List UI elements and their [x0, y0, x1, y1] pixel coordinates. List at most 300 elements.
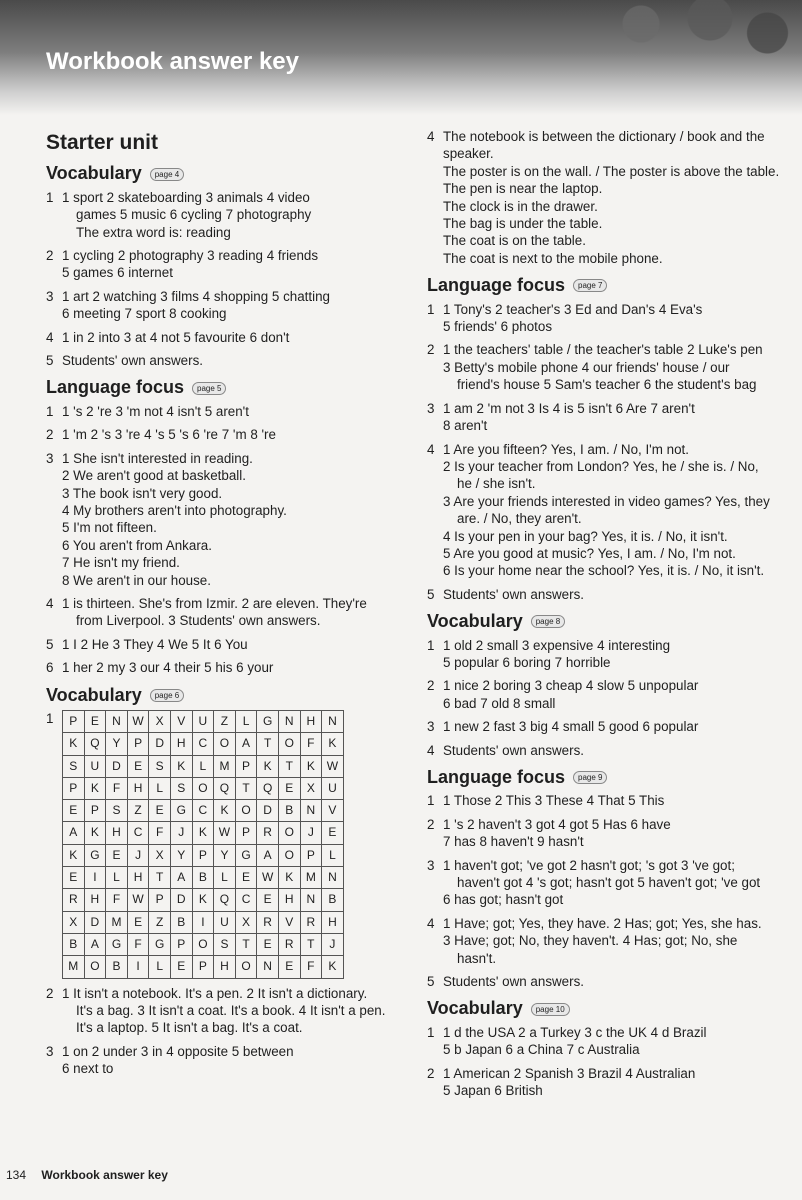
exercise-number: 3 — [46, 1043, 54, 1059]
grid-letter: L — [106, 867, 128, 889]
answer-line: haven't got 4 's got; hasn't got 5 haven't got; 've got — [457, 875, 761, 891]
grid-letter: A — [235, 733, 257, 755]
grid-letter: R — [257, 822, 279, 844]
exercise-number: 2 — [46, 985, 54, 1001]
grid-letter: H — [127, 777, 149, 799]
grid-letter: J — [300, 822, 322, 844]
exercise-3 — [427, 718, 782, 735]
exercise-3 — [46, 288, 391, 323]
grid-letter: W — [214, 822, 236, 844]
grid-row — [63, 867, 344, 889]
exercise-2 — [427, 1065, 782, 1100]
answer-line: 1 'm 2 's 3 're 4 's 5 's 6 're 7 'm 8 're — [62, 427, 276, 443]
exercise-number: 4 — [427, 915, 435, 931]
grid-letter: R — [300, 911, 322, 933]
answer-line: 1 It isn't a notebook. It's a pen. 2 It isn't a dictionary. — [62, 985, 368, 1001]
grid-letter: O — [278, 733, 300, 755]
exercise-1: 1 P E N W X V U Z L G N H N K Q Y P D H C O A T O F K S U D E S K L M P K T K W P K F H L S O Q T Q E X U E P S Z E G C K O D B N V A K H C F J K W P R O J E K G E J X Y P Y G A O P L E I L H T A B L E W K M N R H F W P D K Q C E H N B X D M E Z B I U X R V R H B A G F G P O S T E R T J M O B I L E P H O N E F K — [46, 710, 391, 979]
section-vocabulary-p6 — [46, 684, 391, 1078]
exercise-number: 1 — [427, 301, 435, 317]
grid-letter: M — [214, 755, 236, 777]
grid-letter: C — [192, 800, 214, 822]
grid-letter: N — [300, 889, 322, 911]
grid-letter: E — [63, 867, 85, 889]
grid-letter: W — [322, 755, 344, 777]
exercise-number: 1 — [427, 1024, 435, 1040]
answer-line: 1 on 2 under 3 in 4 opposite 5 between — [62, 1043, 294, 1059]
exercise-number: 5 — [46, 636, 54, 652]
answer-line: speaker. — [443, 146, 494, 162]
answer-line: The pen is near the laptop. — [443, 181, 603, 197]
grid-letter: M — [106, 911, 128, 933]
answer-line: friend's house 5 Sam's teacher 6 the student's bag — [457, 377, 757, 393]
grid-letter: E — [257, 933, 279, 955]
grid-letter: H — [106, 822, 128, 844]
answer-line: 1 new 2 fast 3 big 4 small 5 good 6 popular — [443, 719, 699, 735]
answer-line: 3 Are your friends interested in video games? Yes, they — [443, 493, 770, 509]
grid-letter: O — [278, 822, 300, 844]
answer-line: he / she isn't. — [457, 476, 536, 492]
grid-letter: N — [322, 710, 344, 732]
grid-letter: E — [63, 800, 85, 822]
grid-row — [63, 710, 344, 732]
exercise-number: 3 — [427, 719, 435, 735]
answer-line: The extra word is: reading — [76, 224, 231, 240]
section-heading: Language focus page 7 — [427, 277, 782, 294]
grid-letter: M — [63, 956, 85, 978]
answer-line: 1 art 2 watching 3 films 4 shopping 5 chatting — [62, 288, 330, 304]
answer-line: 5 Japan 6 British — [443, 1083, 543, 1099]
exercise-3 — [427, 400, 782, 435]
grid-letter: R — [63, 889, 85, 911]
answer-line: 3 Betty's mobile phone 4 our friends' house / our — [443, 359, 730, 375]
grid-letter: R — [278, 933, 300, 955]
grid-letter: X — [300, 777, 322, 799]
grid-letter: C — [192, 733, 214, 755]
answer-line: 1 sport 2 skateboarding 3 animals 4 video — [62, 189, 310, 205]
grid-letter: Q — [84, 733, 106, 755]
grid-letter: B — [192, 867, 214, 889]
exercise-1 — [46, 403, 391, 420]
grid-letter: E — [235, 867, 257, 889]
grid-letter: P — [63, 710, 85, 732]
section-heading: Vocabulary page 8 — [427, 613, 782, 630]
exercise-3 — [46, 1043, 391, 1078]
footer-label: Workbook answer key — [41, 1168, 168, 1182]
answer-line: 1 's 2 're 3 'm not 4 isn't 5 aren't — [62, 403, 249, 419]
exercise-number: 1 — [46, 403, 54, 419]
grid-letter: H — [127, 867, 149, 889]
grid-letter: P — [149, 889, 171, 911]
answer-line: 1 old 2 small 3 expensive 4 interesting — [443, 637, 671, 653]
grid-letter: Q — [214, 777, 236, 799]
answer-line: 5 popular 6 boring 7 horrible — [443, 654, 611, 670]
grid-letter: E — [84, 710, 106, 732]
grid-letter: G — [170, 800, 192, 822]
grid-letter: K — [84, 777, 106, 799]
section-language-focus-p7 — [427, 277, 782, 603]
grid-letter: O — [278, 844, 300, 866]
grid-letter: M — [300, 867, 322, 889]
exercise-4 — [46, 595, 391, 630]
answer-line: Students' own answers. — [443, 742, 585, 758]
grid-letter: S — [170, 777, 192, 799]
grid-letter: O — [235, 956, 257, 978]
answer-line: 8 We aren't in our house. — [62, 572, 211, 588]
grid-letter: U — [322, 777, 344, 799]
answer-line: 1 am 2 'm not 3 Is 4 is 5 isn't 6 Are 7 aren't — [443, 400, 695, 416]
answer-line: 1 in 2 into 3 at 4 not 5 favourite 6 don't — [62, 329, 290, 345]
grid-letter: V — [170, 710, 192, 732]
grid-letter: Z — [214, 710, 236, 732]
grid-letter: W — [257, 867, 279, 889]
exercise-3 — [427, 857, 782, 909]
answer-line: games 5 music 6 cycling 7 photography — [76, 207, 312, 223]
grid-letter: E — [149, 800, 171, 822]
grid-letter: H — [170, 733, 192, 755]
answer-line: 8 aren't — [443, 418, 488, 434]
answer-line: 1 She isn't interested in reading. — [62, 450, 253, 466]
exercise-number: 2 — [427, 816, 435, 832]
grid-letter: S — [214, 933, 236, 955]
grid-letter: P — [63, 777, 85, 799]
grid-letter: G — [235, 844, 257, 866]
answer-line: 5 games 6 internet — [62, 265, 173, 281]
grid-letter: O — [192, 777, 214, 799]
grid-letter: L — [214, 867, 236, 889]
grid-letter: B — [278, 800, 300, 822]
grid-letter: L — [192, 755, 214, 777]
answer-line: 1 Tony's 2 teacher's 3 Ed and Dan's 4 Eva's — [443, 301, 703, 317]
answer-line: 7 has 8 haven't 9 hasn't — [443, 834, 584, 850]
grid-letter: Z — [149, 911, 171, 933]
grid-letter: K — [192, 822, 214, 844]
answer-line: from Liverpool. 3 Students' own answers. — [76, 613, 321, 629]
exercise-number: 4 — [46, 595, 54, 611]
exercise-number: 3 — [46, 288, 54, 304]
page-title: Workbook answer key — [46, 48, 299, 75]
grid-letter: G — [106, 933, 128, 955]
answer-line: The coat is next to the mobile phone. — [443, 250, 663, 266]
grid-letter: P — [235, 822, 257, 844]
grid-letter: D — [170, 889, 192, 911]
exercise-5 — [46, 352, 391, 369]
grid-letter: O — [192, 933, 214, 955]
answer-line: The coat is on the table. — [443, 233, 586, 249]
grid-letter: A — [170, 867, 192, 889]
grid-letter: T — [278, 755, 300, 777]
decorative-circles — [572, 0, 802, 60]
page-number: 134 — [6, 1168, 27, 1182]
grid-letter: F — [127, 933, 149, 955]
exercise-1 — [427, 637, 782, 672]
answer-line: The bag is under the table. — [443, 216, 603, 232]
exercise-1 — [427, 792, 782, 809]
grid-letter: N — [106, 710, 128, 732]
grid-letter: N — [300, 800, 322, 822]
grid-letter: N — [257, 956, 279, 978]
exercise-number: 2 — [427, 678, 435, 694]
grid-letter: K — [192, 889, 214, 911]
exercise-number: 6 — [46, 660, 54, 676]
grid-letter: T — [235, 933, 257, 955]
grid-letter: C — [235, 889, 257, 911]
answer-line: 5 b Japan 6 a China 7 c Australia — [443, 1042, 640, 1058]
grid-letter: K — [322, 733, 344, 755]
grid-letter: L — [149, 956, 171, 978]
grid-letter: Z — [127, 800, 149, 822]
grid-letter: H — [214, 956, 236, 978]
exercise-5 — [427, 586, 782, 603]
left-column — [46, 128, 391, 1084]
grid-letter: P — [300, 844, 322, 866]
grid-letter: K — [322, 956, 344, 978]
exercise-number: 1 — [427, 637, 435, 653]
answer-line: 6 has got; hasn't got — [443, 892, 564, 908]
section-vocabulary-p10 — [427, 1000, 782, 1099]
answer-line: The notebook is between the dictionary / book and the — [443, 129, 765, 144]
answer-line: 7 He isn't my friend. — [62, 555, 180, 571]
unit-heading: Starter unit — [46, 131, 159, 154]
grid-letter: F — [300, 956, 322, 978]
grid-letter: W — [127, 889, 149, 911]
grid-row — [63, 800, 344, 822]
answer-line: 1 's 2 haven't 3 got 4 got 5 Has 6 have — [443, 816, 671, 832]
exercise-number: 2 — [427, 1065, 435, 1081]
grid-letter: U — [214, 911, 236, 933]
answer-line: 1 American 2 Spanish 3 Brazil 4 Australian — [443, 1065, 696, 1081]
grid-letter: X — [149, 844, 171, 866]
right-column — [427, 128, 782, 1106]
grid-letter: A — [257, 844, 279, 866]
grid-letter: E — [170, 956, 192, 978]
exercise-number: 1 — [427, 793, 435, 809]
grid-letter: F — [106, 889, 128, 911]
grid-letter: J — [127, 844, 149, 866]
grid-letter: L — [235, 710, 257, 732]
exercise-6 — [46, 659, 391, 676]
page-ref-badge: page 10 — [531, 1003, 570, 1016]
grid-letter: B — [322, 889, 344, 911]
answer-line: 1 her 2 my 3 our 4 their 5 his 6 your — [62, 660, 274, 676]
exercise-number: 5 — [427, 586, 435, 602]
grid-letter: L — [322, 844, 344, 866]
page-ref-badge: page 4 — [150, 168, 184, 181]
grid-letter: L — [149, 777, 171, 799]
answer-line: 5 I'm not fifteen. — [62, 520, 157, 536]
grid-letter: V — [322, 800, 344, 822]
answer-line: 1 I 2 He 3 They 4 We 5 It 6 You — [62, 636, 248, 652]
answer-line: 1 Have; got; Yes, they have. 2 Has; got; Yes, she has. — [443, 915, 762, 931]
grid-letter: P — [127, 733, 149, 755]
grid-letter: K — [63, 844, 85, 866]
answer-line: 2 We aren't good at basketball. — [62, 468, 246, 484]
exercise-1 — [427, 301, 782, 336]
grid-letter: D — [106, 755, 128, 777]
grid-letter: K — [300, 755, 322, 777]
exercise-4 — [427, 915, 782, 967]
exercise-1 — [427, 1024, 782, 1059]
section-heading: Vocabulary page 6 — [46, 687, 391, 704]
grid-letter: P — [192, 844, 214, 866]
grid-letter: P — [235, 755, 257, 777]
grid-letter: P — [192, 956, 214, 978]
exercise-number: 2 — [46, 427, 54, 443]
answer-line: 1 d the USA 2 a Turkey 3 c the UK 4 d Brazil — [443, 1024, 707, 1040]
grid-letter: W — [127, 710, 149, 732]
exercise-number: 3 — [427, 400, 435, 416]
grid-letter: X — [235, 911, 257, 933]
exercise-number: 5 — [46, 353, 54, 369]
grid-letter: I — [84, 867, 106, 889]
exercise-number: 2 — [46, 248, 54, 264]
answer-line: 3 The book isn't very good. — [62, 485, 223, 501]
grid-letter: E — [257, 889, 279, 911]
grid-letter: J — [170, 822, 192, 844]
grid-letter: P — [170, 933, 192, 955]
section-vocabulary-p4 — [46, 165, 391, 369]
grid-letter: H — [84, 889, 106, 911]
grid-letter: A — [84, 933, 106, 955]
page-footer — [0, 1168, 168, 1182]
grid-letter: I — [192, 911, 214, 933]
section-language-focus-p9 — [427, 769, 782, 990]
exercise-5 — [46, 636, 391, 653]
exercise-2 — [46, 985, 391, 1037]
grid-letter: N — [322, 867, 344, 889]
grid-letter: Y — [214, 844, 236, 866]
answer-line: 5 friends' 6 photos — [443, 319, 553, 335]
grid-letter: B — [170, 911, 192, 933]
grid-letter: H — [322, 911, 344, 933]
grid-letter: I — [127, 956, 149, 978]
grid-letter: B — [63, 933, 85, 955]
exercise-number: 4 — [427, 742, 435, 758]
grid-letter: J — [322, 933, 344, 955]
exercise-4 — [427, 441, 782, 580]
grid-letter: R — [257, 911, 279, 933]
grid-letter: H — [278, 889, 300, 911]
grid-letter: G — [84, 844, 106, 866]
grid-letter: G — [257, 710, 279, 732]
grid-letter: K — [170, 755, 192, 777]
grid-letter: P — [84, 800, 106, 822]
grid-letter: E — [278, 956, 300, 978]
page-ref-badge: page 9 — [573, 771, 607, 784]
exercise-1 — [46, 189, 391, 241]
answer-line: 5 Are you good at music? Yes, I am. / No, I'm not. — [443, 545, 736, 561]
answer-line: 6 bad 7 old 8 small — [443, 695, 556, 711]
grid-letter: E — [106, 844, 128, 866]
answer-line: 6 You aren't from Ankara. — [62, 537, 212, 553]
answer-line: 1 is thirteen. She's from Izmir. 2 are eleven. They're — [62, 595, 367, 611]
grid-row — [63, 889, 344, 911]
grid-letter: D — [149, 733, 171, 755]
section-language-focus-p5 — [46, 379, 391, 676]
exercise-number: 4 — [46, 329, 54, 345]
answer-line: Students' own answers. — [62, 353, 204, 369]
answer-line: 4 Is your pen in your bag? Yes, it is. / No, it isn't. — [443, 528, 728, 544]
answer-line: It's a laptop. 5 It isn't a bag. It's a coat. — [76, 1020, 303, 1036]
answer-line: Students' own answers. — [443, 974, 585, 990]
grid-letter: F — [300, 733, 322, 755]
grid-letter: O — [235, 800, 257, 822]
grid-letter: E — [127, 755, 149, 777]
grid-row — [63, 777, 344, 799]
answer-line: The clock is in the drawer. — [443, 198, 598, 214]
section-heading: Language focus page 5 — [46, 379, 391, 396]
grid-letter: H — [300, 710, 322, 732]
exercise-2 — [46, 426, 391, 443]
grid-letter: N — [278, 710, 300, 732]
grid-letter: V — [278, 911, 300, 933]
grid-letter: B — [106, 956, 128, 978]
section-heading: Vocabulary page 4 — [46, 165, 391, 182]
answer-line: 1 Those 2 This 3 These 4 That 5 This — [443, 793, 665, 809]
section-heading: Vocabulary page 10 — [427, 1000, 782, 1017]
page-ref-badge: page 7 — [573, 279, 607, 292]
grid-letter: S — [63, 755, 85, 777]
page-ref-badge: page 8 — [531, 615, 565, 628]
grid-letter: C — [127, 822, 149, 844]
page-ref-badge: page 6 — [150, 689, 184, 702]
section-heading: Language focus page 9 — [427, 769, 782, 786]
exercise-2 — [427, 677, 782, 712]
grid-letter: X — [63, 911, 85, 933]
exercise-number: 5 — [427, 974, 435, 990]
grid-letter: U — [84, 755, 106, 777]
grid-row — [63, 956, 344, 978]
answer-line: 6 next to — [62, 1061, 114, 1077]
grid-letter: K — [214, 800, 236, 822]
grid-letter: G — [149, 933, 171, 955]
answer-line: 6 Is your home near the school? Yes, it is. / No, it isn't. — [443, 563, 765, 579]
vocab-p6-exercises — [46, 985, 391, 1078]
answer-line: are. / No, they aren't. — [457, 511, 582, 527]
grid-letter: K — [63, 733, 85, 755]
grid-row — [63, 755, 344, 777]
grid-letter: O — [84, 956, 106, 978]
grid-letter: D — [84, 911, 106, 933]
grid-letter: T — [300, 933, 322, 955]
exercise-2 — [427, 816, 782, 851]
grid-letter: U — [192, 710, 214, 732]
exercise-4 — [46, 329, 391, 346]
exercise-4 — [427, 742, 782, 759]
answer-line: 4 My brothers aren't into photography. — [62, 502, 287, 518]
grid-letter: T — [257, 733, 279, 755]
answer-line: The poster is on the wall. / The poster is above the table. — [443, 163, 780, 179]
answer-line: 2 Is your teacher from London? Yes, he / she is. / No, — [443, 458, 759, 474]
answer-line: 1 the teachers' table / the teacher's table 2 Luke's pen — [443, 342, 763, 358]
page-ref-badge: page 5 — [192, 382, 226, 395]
answer-line: hasn't. — [457, 950, 497, 966]
grid-letter: K — [278, 867, 300, 889]
grid-row — [63, 933, 344, 955]
title-banner — [0, 0, 802, 115]
grid-letter: K — [84, 822, 106, 844]
answer-line: 1 cycling 2 photography 3 reading 4 friends — [62, 248, 319, 264]
section-vocabulary-p8 — [427, 613, 782, 759]
grid-letter: Q — [214, 889, 236, 911]
grid-letter: K — [257, 755, 279, 777]
exercise-3 — [46, 450, 391, 589]
exercise-number: 2 — [427, 342, 435, 358]
grid-letter: S — [149, 755, 171, 777]
grid-row — [63, 911, 344, 933]
answer-line: 6 meeting 7 sport 8 cooking — [62, 306, 227, 322]
grid-row — [63, 822, 344, 844]
